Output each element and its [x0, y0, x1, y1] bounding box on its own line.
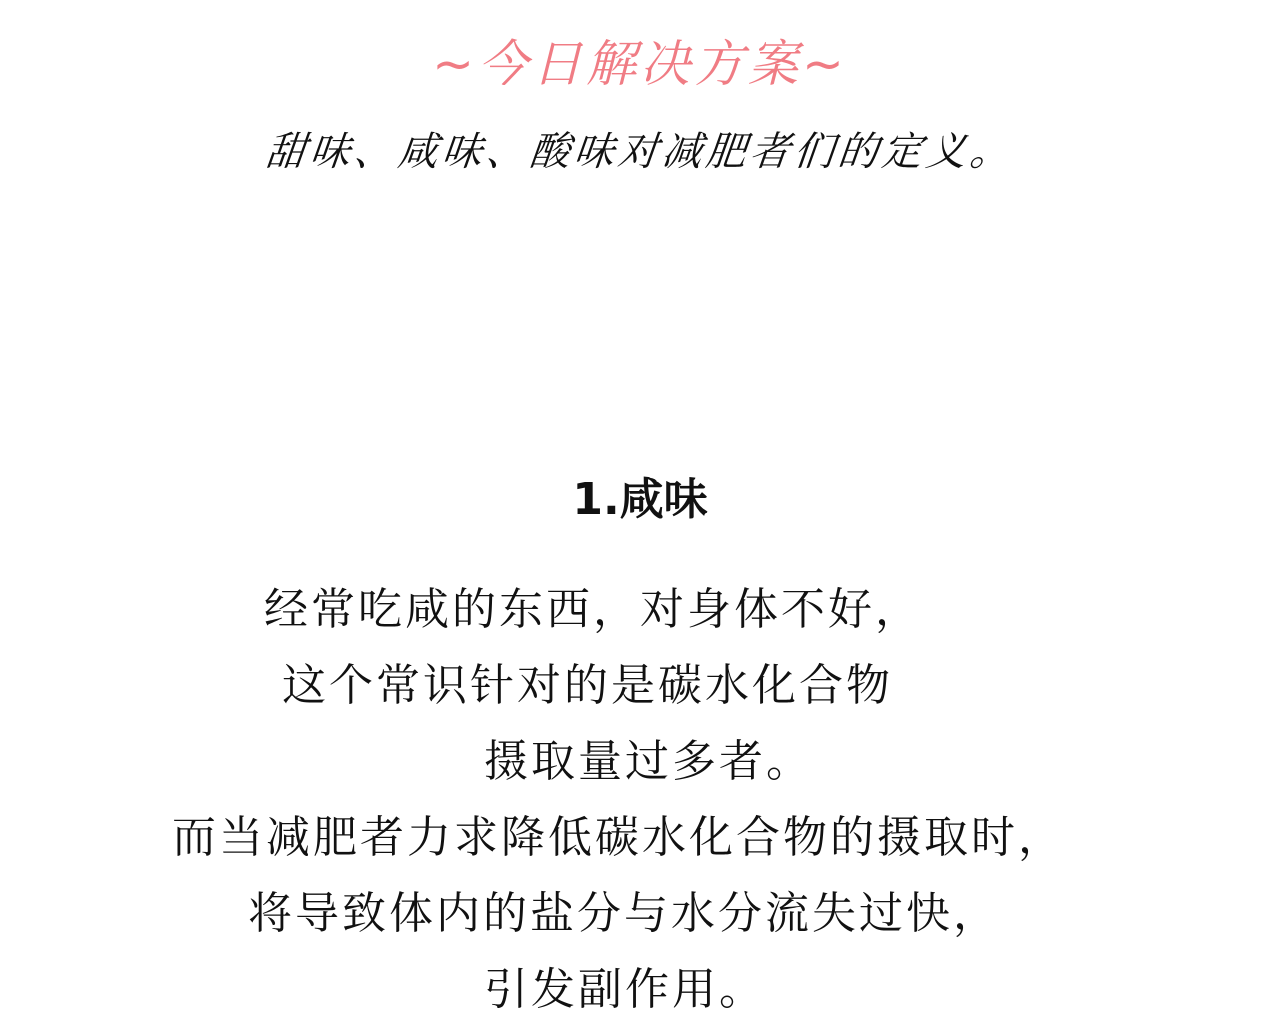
subtitle: 甜味、咸味、酸味对减肥者们的定义。: [263, 129, 1017, 175]
paragraph-line: 这个常识针对的是碳水化合物: [282, 660, 893, 711]
paragraph-line: 将导致体内的盐分与水分流失过快，: [248, 888, 1000, 939]
paragraph-line: 引发副作用。: [484, 964, 766, 1015]
paragraph-line: 而当减肥者力求降低碳水化合物的摄取时，: [172, 812, 1065, 863]
paragraph-line: 摄取量过多者。: [484, 736, 813, 787]
section-heading: 1.咸味: [572, 474, 708, 525]
solution-header: ~今日解决方案~: [432, 35, 848, 93]
paragraph-line: 经常吃咸的东西，对身体不好，: [264, 584, 922, 635]
